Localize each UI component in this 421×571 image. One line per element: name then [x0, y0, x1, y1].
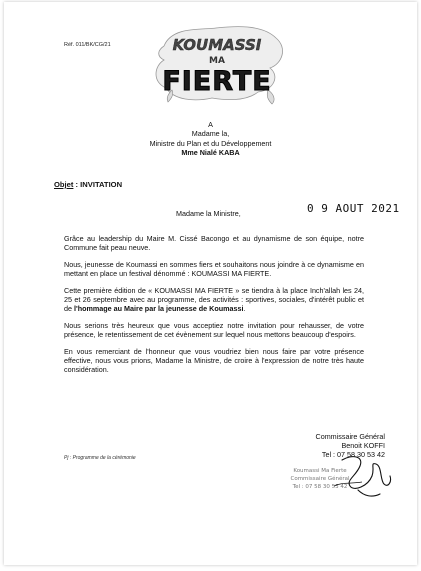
handwritten-date: 0 9 AOUT 2021: [307, 202, 400, 215]
subject-value: INVITATION: [80, 180, 123, 189]
paragraph-4: Nous serions très heureux que vous acceptiez notre invitation pour rehausser, de votre présence, le retentissement de cet évènement sur lequel nous mettons beaucoup d'espoirs.: [64, 320, 364, 340]
address-line-3: Ministre du Plan et du Développement: [149, 138, 272, 148]
stamp-line-2: Commissaire Général: [290, 476, 350, 482]
stamp-line-1: Koumassi Ma Fierte: [293, 468, 347, 474]
logo-main-text: FIERTE: [162, 66, 272, 97]
subject-separator: :: [73, 180, 81, 189]
paragraph-3-end: .: [243, 304, 246, 314]
recipient-address: [4, 120, 417, 158]
salutation: Madame la Ministre,: [176, 209, 241, 218]
letter-body: [64, 234, 364, 382]
festival-logo: [142, 20, 292, 108]
paragraph-3-bold: l'hommage au Maire par la jeunesse de Koumassi: [74, 304, 244, 314]
signatory-phone: Tel : 07 58 30 53 42: [321, 450, 385, 459]
attachment-note: Pj : Programme de la cérémonie: [64, 455, 136, 461]
paragraph-1: Grâce au leadership du Maire M. Cissé Bacongo et au dynamisme de son équipe, notre Commune fait peau neuve.: [64, 234, 364, 253]
letter-page: [4, 2, 417, 565]
signatory-title: Commissaire Général: [315, 432, 385, 441]
stamp-line-3: Tel : 07 58 30 53 42: [292, 484, 348, 490]
paragraph-3-start: Cette première édition de « KOUMASSI MA FIERTE » se tiendra à la place Inch'allah les 24, 25 et 26 septembre avec au programme, des activités : sportives, sociales, d'intérêt public et de: [64, 285, 364, 314]
paragraph-5: En vous remerciant de l'honneur que vous voudriez bien nous faire par votre présence effective, nous vous prions, Madame la Ministre, de croire à l'expression de notre très haute considération.: [64, 346, 364, 375]
logo-middle-text: MA: [209, 56, 225, 66]
reference-number: Réf. 011/BK/CG/21: [64, 42, 111, 48]
address-line-2: Madame la,: [191, 129, 230, 139]
paragraph-2: Nous, jeunesse de Koumassi en sommes fiers et souhaitons nous joindre à ce dynamisme en mettant en place un festival dénommé : KOUMASSI MA FIERTE.: [64, 259, 364, 279]
recipient-name: Mme Nialé KABA: [181, 148, 240, 158]
official-stamp: [272, 446, 397, 506]
subject-label: Objet: [54, 180, 74, 189]
letter-subject: [54, 180, 122, 189]
logo-top-text: KOUMASSI: [172, 36, 262, 54]
signatory-name: Benoit KOFFI: [341, 441, 385, 450]
paragraph-3: [64, 286, 364, 314]
address-line-1: A: [208, 120, 213, 129]
